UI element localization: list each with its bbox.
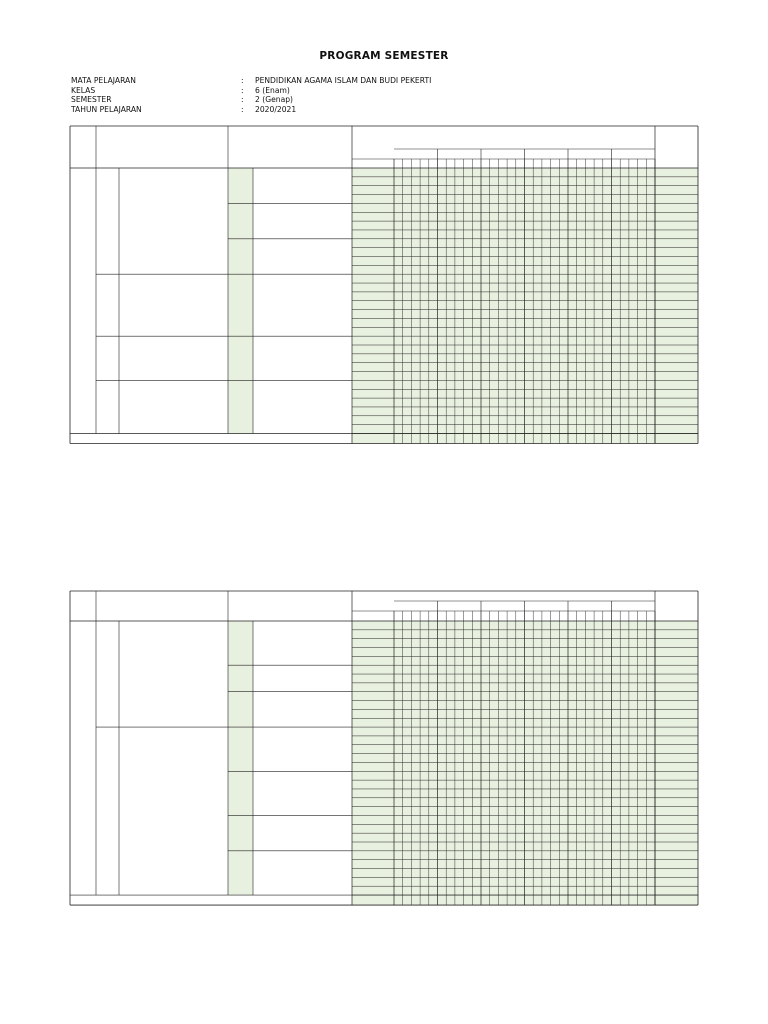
page-title: PROGRAM SEMESTER xyxy=(319,50,449,62)
info-label: KELAS xyxy=(71,85,96,95)
info-label: TAHUN PELAJARAN xyxy=(71,104,142,114)
semester-table-1 xyxy=(0,126,768,444)
indicator-code-fill xyxy=(228,621,253,895)
info-row-subject xyxy=(71,76,431,86)
indicator-code-fill xyxy=(228,168,253,434)
info-colon: : xyxy=(241,76,244,85)
info-value: 2 (Genap) xyxy=(255,95,294,105)
semester-table-2 xyxy=(0,591,768,905)
info-label: MATA PELAJARAN xyxy=(71,76,136,85)
info-colon: : xyxy=(241,95,244,105)
subject-info xyxy=(71,76,431,114)
info-value: 6 (Enam) xyxy=(255,85,290,95)
info-value: PENDIDIKAN AGAMA ISLAM DAN BUDI PEKERTI xyxy=(255,76,432,85)
info-row-year xyxy=(71,105,431,115)
info-colon: : xyxy=(241,104,244,114)
info-value: 2020/2021 xyxy=(255,104,297,114)
info-row-class xyxy=(71,86,431,96)
info-colon: : xyxy=(241,85,244,95)
info-label: SEMESTER xyxy=(71,95,112,105)
info-row-semester xyxy=(71,95,431,105)
